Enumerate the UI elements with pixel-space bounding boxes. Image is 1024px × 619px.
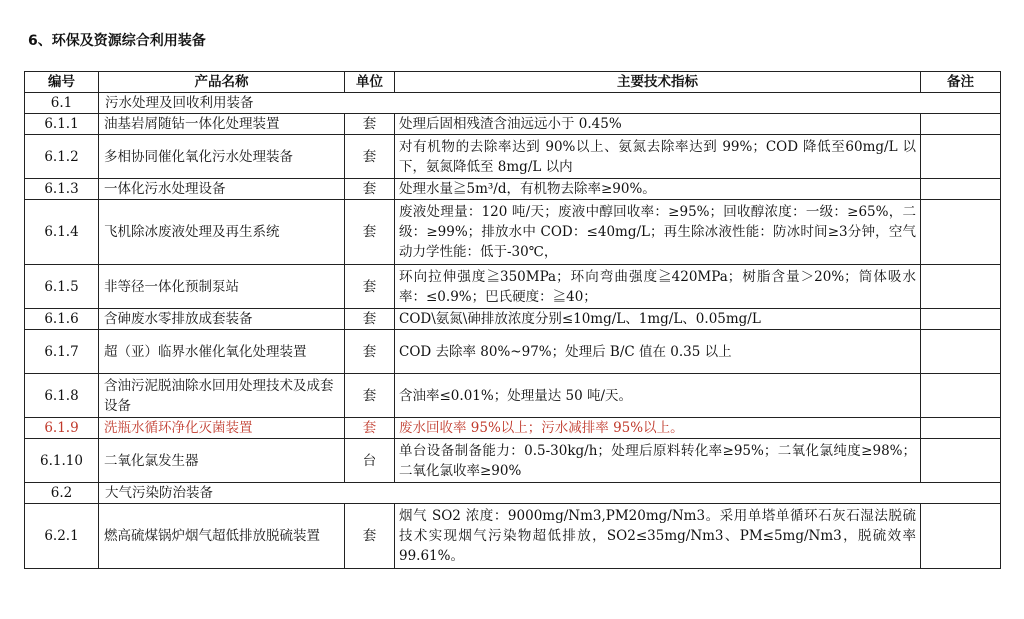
- row-spec: 含油率≤0.01%；处理量达 50 吨/天。: [395, 374, 921, 418]
- row-unit: 套: [345, 179, 395, 200]
- row-unit: 套: [345, 504, 395, 569]
- row-spec: 废液处理量：120 吨/天；废液中醇回收率：≥95%；回收醇浓度：一级：≥65%，二级：≥99%；排放水中 COD：≤40mg/L；再生除冰液性能：防冰时间≥3分钟，空气动力学性能：低于-30℃，: [395, 200, 921, 265]
- row-note: [921, 135, 1001, 179]
- section-row: [25, 483, 1001, 504]
- row-code: 6.1.3: [25, 179, 99, 200]
- equipment-table: [24, 71, 1001, 569]
- table-row: [25, 200, 1001, 265]
- row-unit: 套: [345, 265, 395, 309]
- row-spec: 单台设备制备能力：0.5-30kg/h；处理后原料转化率≥95%；二氧化氯纯度≥98%；二氧化氯收率≥90%: [395, 439, 921, 483]
- row-name: 一体化污水处理设备: [99, 179, 345, 200]
- row-spec: 处理后固相残渣含油远远小于 0.45%: [395, 114, 921, 135]
- column-header-code: 编号: [25, 72, 99, 93]
- row-spec: 废水回收率 95%以上；污水减排率 95%以上。: [395, 418, 921, 439]
- section-row: [25, 93, 1001, 114]
- row-note: [921, 330, 1001, 374]
- section-code: 6.2: [25, 483, 99, 504]
- table-row: [25, 135, 1001, 179]
- row-spec: 对有机物的去除率达到 90%以上、氨氮去除率达到 99%；COD 降低至60mg/L 以下，氨氮降低至 8mg/L 以内: [395, 135, 921, 179]
- row-unit: 套: [345, 330, 395, 374]
- section-title: 大气污染防治装备: [99, 483, 1001, 504]
- row-unit: 套: [345, 374, 395, 418]
- row-unit: 套: [345, 114, 395, 135]
- row-unit: 套: [345, 200, 395, 265]
- table-row: [25, 504, 1001, 569]
- table-row: [25, 439, 1001, 483]
- column-header-unit: 单位: [345, 72, 395, 93]
- row-name: 油基岩屑随钻一体化处理装置: [99, 114, 345, 135]
- row-note: [921, 179, 1001, 200]
- row-code: 6.1.2: [25, 135, 99, 179]
- table-row: [25, 330, 1001, 374]
- row-name: 燃高硫煤锅炉烟气超低排放脱硫装置: [99, 504, 345, 569]
- row-note: [921, 200, 1001, 265]
- page-heading: 6、环保及资源综合利用装备: [28, 33, 206, 49]
- row-name: 非等径一体化预制泵站: [99, 265, 345, 309]
- row-unit: 套: [345, 309, 395, 330]
- table-row-highlighted: [25, 418, 1001, 439]
- row-code: 6.1.1: [25, 114, 99, 135]
- row-code: 6.2.1: [25, 504, 99, 569]
- row-spec: 处理水量≧5m³/d，有机物去除率≥90%。: [395, 179, 921, 200]
- table-row: [25, 114, 1001, 135]
- table-header-row: [25, 72, 1001, 93]
- row-name: 洗瓶水循环净化灭菌装置: [99, 418, 345, 439]
- row-note: [921, 374, 1001, 418]
- row-note: [921, 114, 1001, 135]
- row-code: 6.1.8: [25, 374, 99, 418]
- row-spec: 环向拉伸强度≧350MPa；环向弯曲强度≧420MPa；树脂含量＞20%；筒体吸水率：≤0.9%；巴氏硬度：≧40；: [395, 265, 921, 309]
- row-spec: COD\氨氮\砷排放浓度分别≤10mg/L、1mg/L、0.05mg/L: [395, 309, 921, 330]
- section-title: 污水处理及回收利用装备: [99, 93, 1001, 114]
- row-note: [921, 265, 1001, 309]
- row-code: 6.1.4: [25, 200, 99, 265]
- row-note: [921, 439, 1001, 483]
- column-header-spec: 主要技术指标: [395, 72, 921, 93]
- row-unit: 套: [345, 418, 395, 439]
- table-row: [25, 179, 1001, 200]
- table-row: [25, 374, 1001, 418]
- row-name: 含砷废水零排放成套装备: [99, 309, 345, 330]
- row-note: [921, 309, 1001, 330]
- row-name: 超（亚）临界水催化氧化处理装置: [99, 330, 345, 374]
- row-code: 6.1.9: [25, 418, 99, 439]
- row-code: 6.1.10: [25, 439, 99, 483]
- row-name: 多相协同催化氧化污水处理装备: [99, 135, 345, 179]
- row-note: [921, 418, 1001, 439]
- table-row: [25, 309, 1001, 330]
- section-code: 6.1: [25, 93, 99, 114]
- row-code: 6.1.7: [25, 330, 99, 374]
- row-code: 6.1.6: [25, 309, 99, 330]
- row-name: 飞机除冰废液处理及再生系统: [99, 200, 345, 265]
- row-name: 含油污泥脱油除水回用处理技术及成套设备: [99, 374, 345, 418]
- row-spec: 烟气 SO2 浓度：9000mg/Nm3,PM20mg/Nm3。采用单塔单循环石灰石湿法脱硫技术实现烟气污染物超低排放，SO2≤35mg/Nm3、PM≤5mg/Nm3，脱硫效率 99.61%。: [395, 504, 921, 569]
- row-code: 6.1.5: [25, 265, 99, 309]
- row-unit: 套: [345, 135, 395, 179]
- row-name: 二氧化氯发生器: [99, 439, 345, 483]
- column-header-name: 产品名称: [99, 72, 345, 93]
- row-note: [921, 504, 1001, 569]
- column-header-note: 备注: [921, 72, 1001, 93]
- table-row: [25, 265, 1001, 309]
- row-unit: 台: [345, 439, 395, 483]
- row-spec: COD 去除率 80%~97%；处理后 B/C 值在 0.35 以上: [395, 330, 921, 374]
